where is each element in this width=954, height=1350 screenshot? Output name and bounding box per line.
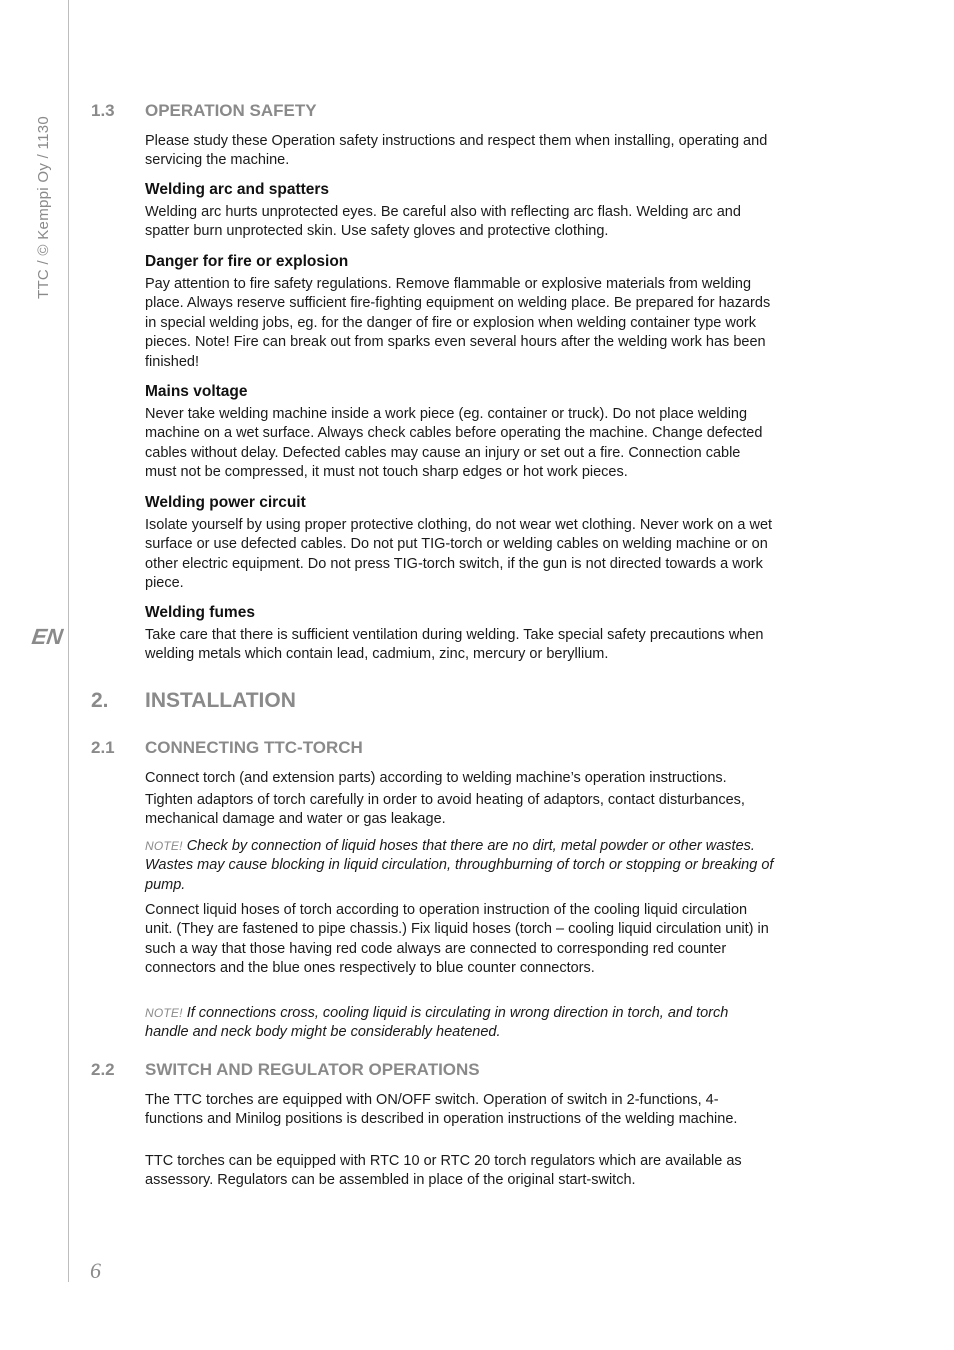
subheading: Mains voltage [145, 383, 248, 400]
switch-p1 [145, 1091, 775, 1130]
section-number: 2.2 [91, 1060, 115, 1079]
section-number: 2.1 [91, 738, 115, 757]
paragraph: Never take welding machine inside a work piece (eg. container or truck). Do not place welding machine on a wet surface. Always check cables before operating the machine. Change defected cables without delay. Defected cables may cause an injury or set out a fire. Connection cable must not be compressed, it must not touch sharp edges or hot work pieces. [145, 406, 763, 481]
note-paragraph [145, 837, 775, 895]
subheading: Welding arc and spatters [145, 181, 330, 198]
note-paragraph [145, 1004, 775, 1043]
paragraph: Connect liquid hoses of torch according to operation instruction of the cooling liquid circulation unit. (They are fastened to pipe chassis.) Fix liquid hoses (torch – cooling liquid circulation unit) in such a way that those having red code always are connected to corresponding red counter connectors and the blue ones respectively to blue counter connectors. [145, 902, 769, 977]
connecting-torch-p1 [145, 769, 775, 788]
side-copyright-text: TTC / © Kemppi Oy / 1130 [35, 115, 53, 299]
connecting-torch-p2 [145, 791, 775, 830]
paragraph: Tighten adaptors of torch carefully in order to avoid heating of adaptors, contact disturbances, mechanical damage and water or gas leakage. [145, 792, 745, 828]
welding-fumes-block [145, 603, 775, 665]
note-label: NOTE! [145, 839, 183, 853]
paragraph: Welding arc hurts unprotected eyes. Be careful also with reflecting arc flash. Welding arc and spatter burn unprotected skin. Use safety gloves and protective clothing. [145, 204, 741, 240]
switch-p2 [145, 1152, 775, 1191]
paragraph: Isolate yourself by using proper protective clothing, do not wear wet clothing. Never work on a wet surface or use defected cables. Do not put TIG-torch or welding cables on welding machine or on other electric equipment. Do not press TIG-torch switch, if the gun is not directed towards a work piece. [145, 517, 773, 592]
note-text: If connections cross, cooling liquid is circulating in wrong direction in torch, and torch handle and neck body might be considerably heatened. [145, 1005, 729, 1041]
paragraph: Please study these Operation safety instructions and respect them when installing, operating and servicing the machine. [145, 133, 768, 169]
side-copyright [34, 102, 54, 312]
fire-explosion-block [145, 252, 775, 372]
page-number: 6 [90, 1258, 101, 1283]
language-tag: EN [30, 624, 65, 649]
connecting-torch-p3 [145, 901, 775, 979]
subheading: Welding fumes [145, 604, 255, 621]
paragraph: Take care that there is sufficient ventilation during welding. Take special safety precautions when welding metals which contain lead, cadmium, zinc, mercury or beryllium. [145, 627, 764, 663]
operation-safety-intro [145, 132, 775, 171]
section-number: 2. [91, 689, 109, 712]
paragraph: TTC torches can be equipped with RTC 10 or RTC 20 torch regulators which are available as assessory. Regulators can be assembled in place of the original start-switch. [145, 1153, 742, 1189]
subheading: Welding power circuit [145, 494, 306, 511]
power-circuit-block [145, 493, 775, 594]
mains-voltage-block [145, 382, 775, 483]
note-1 [145, 837, 775, 895]
paragraph: Connect torch (and extension parts) according to welding machine’s operation instructions. [145, 770, 727, 786]
paragraph: Pay attention to fire safety regulations. Remove flammable or explosive materials from welding place. Always reserve sufficient fire-fighting equipment on welding place. Be prepared for hazards in special welding jobs, eg. for the danger of fire or explosion when welding container type work pieces. Note! Fire can break out from sparks even several hours after the welding work has been finished! [145, 276, 771, 370]
section-title: OPERATION SAFETY [145, 101, 317, 120]
section-title: SWITCH AND REGULATOR OPERATIONS [145, 1060, 480, 1079]
subheading: Danger for fire or explosion [145, 253, 349, 270]
paragraph: The TTC torches are equipped with ON/OFF switch. Operation of switch in 2-functions, 4-functions and Minilog positions is described in operation instructions of the welding machine. [145, 1092, 738, 1128]
arc-spatters-block [145, 180, 775, 242]
section-title: CONNECTING TTC-TORCH [145, 738, 363, 757]
section-number: 1.3 [91, 101, 115, 120]
note-text: Check by connection of liquid hoses that there are no dirt, metal powder or other wastes. Wastes may cause blocking in liquid circulation, throughburning of torch or stopping or breaking of pump. [145, 838, 774, 893]
section-title: INSTALLATION [145, 689, 296, 712]
margin-rule [68, 0, 69, 1282]
note-2 [145, 1004, 775, 1043]
note-label: NOTE! [145, 1006, 183, 1020]
